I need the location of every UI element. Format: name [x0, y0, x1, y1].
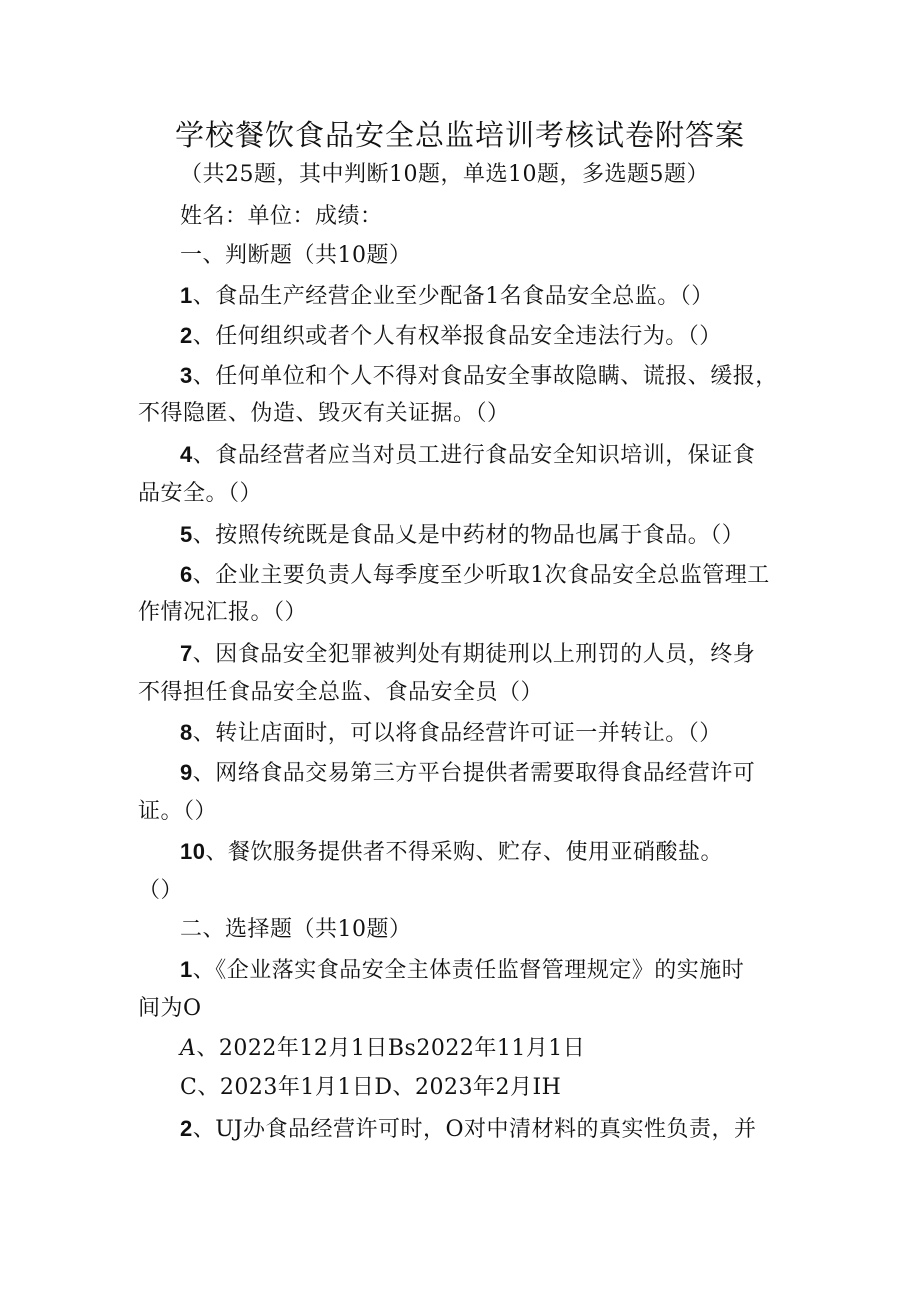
option-c-d-text: 、2023年1月1日D、2023年2月IH: [197, 1075, 562, 1100]
choice-question-1: [180, 955, 744, 986]
judgment-question-3: [180, 361, 778, 392]
choice-options-a-b: [180, 1034, 585, 1064]
question-text: 、食品生产经营企业至少配备1名食品安全总监。（）: [192, 284, 714, 309]
option-a-letter: A: [180, 1036, 197, 1061]
question-text: 、任何单位和个人不得对食品安全事故隐瞒、谎报、缓报，: [192, 364, 778, 389]
question-text: 、《企业落实食品安全主体责任监督管理规定》的实施时: [192, 958, 745, 983]
question-number: 3: [180, 363, 193, 388]
question-number: 2: [180, 1116, 193, 1141]
question-text: 、因食品安全犯罪被判处有期徒刑以上刑罚的人员，终身: [192, 642, 756, 667]
question-text: 、网络食品交易第三方平台提供者需要取得食品经营许可: [192, 761, 756, 786]
question-text: 、UJ办食品经营许可时，O对中清材料的真实性负责，并: [192, 1117, 757, 1142]
judgment-question-9: [180, 758, 755, 789]
choice-options-c-d: [180, 1073, 561, 1103]
judgment-question-6-continued: 作情况汇报。（）: [138, 600, 308, 625]
judgment-question-2: [180, 321, 722, 352]
page-title: 学校餐饮食品安全总监培训考核试卷附答案: [174, 118, 745, 152]
judgment-question-1: [180, 281, 714, 312]
question-number: 6: [180, 562, 193, 587]
info-line: 姓名：单位：成绩：: [180, 204, 383, 229]
question-number: 4: [180, 442, 193, 467]
judgment-question-4-continued: 品安全。（）: [138, 481, 263, 506]
question-text: 、餐饮服务提供者不得采购、贮存、使用亚硝酸盐。: [205, 840, 723, 865]
judgment-question-10-continued: （）: [138, 878, 184, 903]
question-number: 5: [180, 522, 193, 547]
judgment-question-4: [180, 440, 755, 471]
judgment-question-9-continued: 证。（）: [138, 799, 218, 824]
judgment-question-8: [180, 718, 722, 749]
section-heading-judgment: 一、判断题（共10题）: [180, 243, 412, 268]
question-number: 9: [180, 760, 193, 785]
question-number: 7: [180, 641, 193, 666]
judgment-question-7: [180, 639, 755, 670]
choice-question-1-continued: 间为O: [138, 996, 202, 1021]
question-number: 8: [180, 720, 193, 745]
question-number: 10: [180, 839, 206, 864]
question-text: 、企业主要负责人每季度至少听取1次食品安全总监管理工: [192, 563, 770, 588]
judgment-question-3-continued: 不得隐匿、伪造、毁灭有关证据。（）: [138, 401, 510, 426]
question-number: 1: [180, 283, 193, 308]
question-number: 2: [180, 323, 193, 348]
judgment-question-7-continued: 不得担任食品安全总监、食品安全员（）: [138, 680, 544, 705]
judgment-question-5: [180, 520, 744, 551]
option-a-b-text: 、2022年12月1日Bs2022年11月1日: [196, 1036, 586, 1061]
question-text: 、转让店面时，可以将食品经营许可证一并转让。（）: [192, 721, 722, 746]
judgment-question-6: [180, 560, 770, 591]
question-text: 、按照传统既是食品乂是中药材的物品也属于食品。（）: [192, 523, 745, 548]
choice-question-2: [180, 1114, 757, 1145]
subtitle: （共25题，其中判断10题，单选10题，多选题5题）: [180, 162, 709, 187]
section-heading-choice: 二、选择题（共10题）: [180, 917, 412, 942]
question-number: 1: [180, 957, 193, 982]
judgment-question-10: [180, 837, 723, 868]
question-text: 、食品经营者应当对员工进行食品安全知识培训，保证食: [192, 443, 756, 468]
question-text: 、任何组织或者个人有权举报食品安全违法行为。（）: [192, 324, 722, 349]
option-c-letter: C: [180, 1075, 198, 1100]
